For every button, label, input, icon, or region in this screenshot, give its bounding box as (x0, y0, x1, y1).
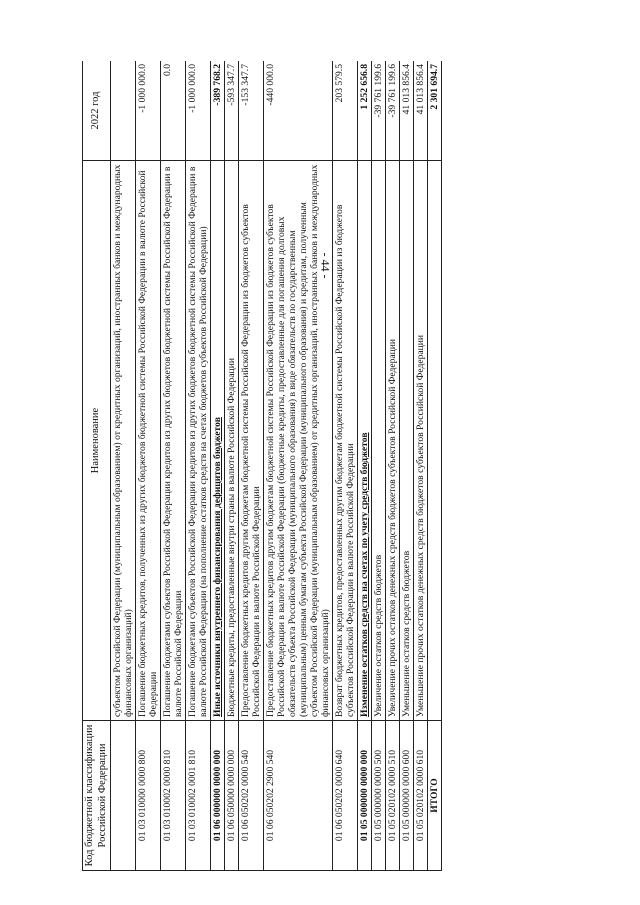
row-name: Бюджетные кредиты, предоставленные внутри страны в валюте Российской Федерации (225, 161, 239, 721)
row-value: 0.0 (161, 61, 186, 161)
table-row (414, 61, 428, 871)
row-code: 01 06 050202 0000 540 (239, 721, 264, 871)
row-value: -389 768.2 (211, 61, 225, 161)
row-name: Уменьшение остатков средств бюджетов (400, 161, 414, 721)
row-code: 01 05 020102 0000 610 (414, 721, 428, 871)
row-value: -593 347.7 (225, 61, 239, 161)
table-row (400, 61, 414, 871)
table-row (136, 61, 161, 871)
row-code: 01 03 010002 0001 810 (186, 721, 211, 871)
table-row (211, 61, 225, 871)
table-row (239, 61, 264, 871)
row-value: -39 761 199.6 (386, 61, 400, 161)
table-header-row (83, 61, 111, 871)
row-code: 01 06 050000 0000 000 (225, 721, 239, 871)
row-value: -1 000 000.0 (186, 61, 211, 161)
row-value: -440 000.0 (264, 61, 333, 161)
header-year: 2022 год (83, 61, 111, 161)
header-code: Код бюджетной классификации Российской Федерации (83, 721, 111, 871)
row-name: Изменение остатков средств на счетах по учету средств бюджетов (358, 161, 372, 721)
row-code: 01 05 020102 0000 510 (386, 721, 400, 871)
row-value: -153 347.7 (239, 61, 264, 161)
table-row (428, 61, 442, 871)
table-row (358, 61, 372, 871)
row-name: Увеличение прочих остатков денежных средств бюджетов субъектов Российской Федерации (386, 161, 400, 721)
row-value (111, 61, 136, 161)
table-row (111, 61, 136, 871)
header-name: Наименование (83, 161, 111, 721)
table-wrapper (82, 61, 562, 871)
rotated-page (82, 61, 562, 871)
table-row (264, 61, 333, 871)
row-value: -39 761 199.6 (372, 61, 386, 161)
row-name: Иные источники внутреннего финансирования дефицитов бюджетов (211, 161, 225, 721)
page-number: - 44 - (318, 252, 333, 279)
row-name (428, 161, 442, 721)
row-name: Увеличение остатков средств бюджетов (372, 161, 386, 721)
table-row (186, 61, 211, 871)
row-name: Возврат бюджетных кредитов, предоставленных другим бюджетам бюджетной системы Российской Федерации из бюджетов субъектов Российской Федерации в валюте Российской Федерации (333, 161, 358, 721)
row-value: 1 252 656.8 (358, 61, 372, 161)
row-value: 41 013 856.4 (400, 61, 414, 161)
row-name: Предоставление бюджетных кредитов другим бюджетам бюджетной системы Российской Федерации из бюджетов субъектов Российской Федерации в валюте Российской Федерации (239, 161, 264, 721)
row-name: Погашение бюджетами субъектов Российской Федерации кредитов из других бюджетов бюджетной системы Российской Федерации в валюте Российской Федерации (161, 161, 186, 721)
sources-table (82, 61, 442, 871)
row-code: 01 06 000000 0000 000 (211, 721, 225, 871)
row-code: 01 03 010000 0000 800 (136, 721, 161, 871)
table-row (372, 61, 386, 871)
row-code: 01 06 050202 0000 640 (333, 721, 358, 871)
row-name: Уменьшение прочих остатков денежных средств бюджетов субъектов Российской Федерации (414, 161, 428, 721)
row-code: 01 05 000000 0000 000 (358, 721, 372, 871)
row-code (111, 721, 136, 871)
row-name: субъектом Российской Федерации (муниципальным образованием) от кредитных организаций, иностранных банков и международных финансовых организаций) (111, 161, 136, 721)
row-code: 01 06 050202 2900 540 (264, 721, 333, 871)
row-code: 01 05 000000 0000 500 (372, 721, 386, 871)
row-value: -1 000 000.0 (136, 61, 161, 161)
row-value: 41 013 856.4 (414, 61, 428, 161)
row-name: Погашение бюджетных кредитов, полученных из других бюджетов бюджетной системы Российской Федерации в валюте Российской Федерации (136, 161, 161, 721)
table-body (111, 61, 442, 871)
row-name: Погашение бюджетами субъектов Российской Федерации кредитов из других бюджетов бюджетной системы Российской Федерации в валюте Российской Федерации (на пополнение остатков средств на счетах бюджетов субъектов Российской Федерации) (186, 161, 211, 721)
row-name: Предоставление бюджетных кредитов другим бюджетам бюджетной системы Российской Федерации из бюджетов субъектов Российской Федерации в валюте Российской Федерации (бюджетные кредиты, предоставленные для погашения долговых обязательств субъекта Российской Федерации (муниципального образования) в виде обязательств по государственным (муниципальным) ценным бумагам субъекта Российской Федерации (муниципального образования) и кредитам, полученным субъектом Российской Федерации (муниципальным образованием) от кредитных организаций, иностранных банков и международных финансовых организаций) (264, 161, 333, 721)
row-value: 2 301 694.7 (428, 61, 442, 161)
table-row (225, 61, 239, 871)
table-row (161, 61, 186, 871)
row-code: 01 05 000000 0000 600 (400, 721, 414, 871)
row-code: 01 03 010002 0000 810 (161, 721, 186, 871)
row-code: ИТОГО (428, 721, 442, 871)
table-row (386, 61, 400, 871)
row-value: 203 579.5 (333, 61, 358, 161)
table-row (333, 61, 358, 871)
